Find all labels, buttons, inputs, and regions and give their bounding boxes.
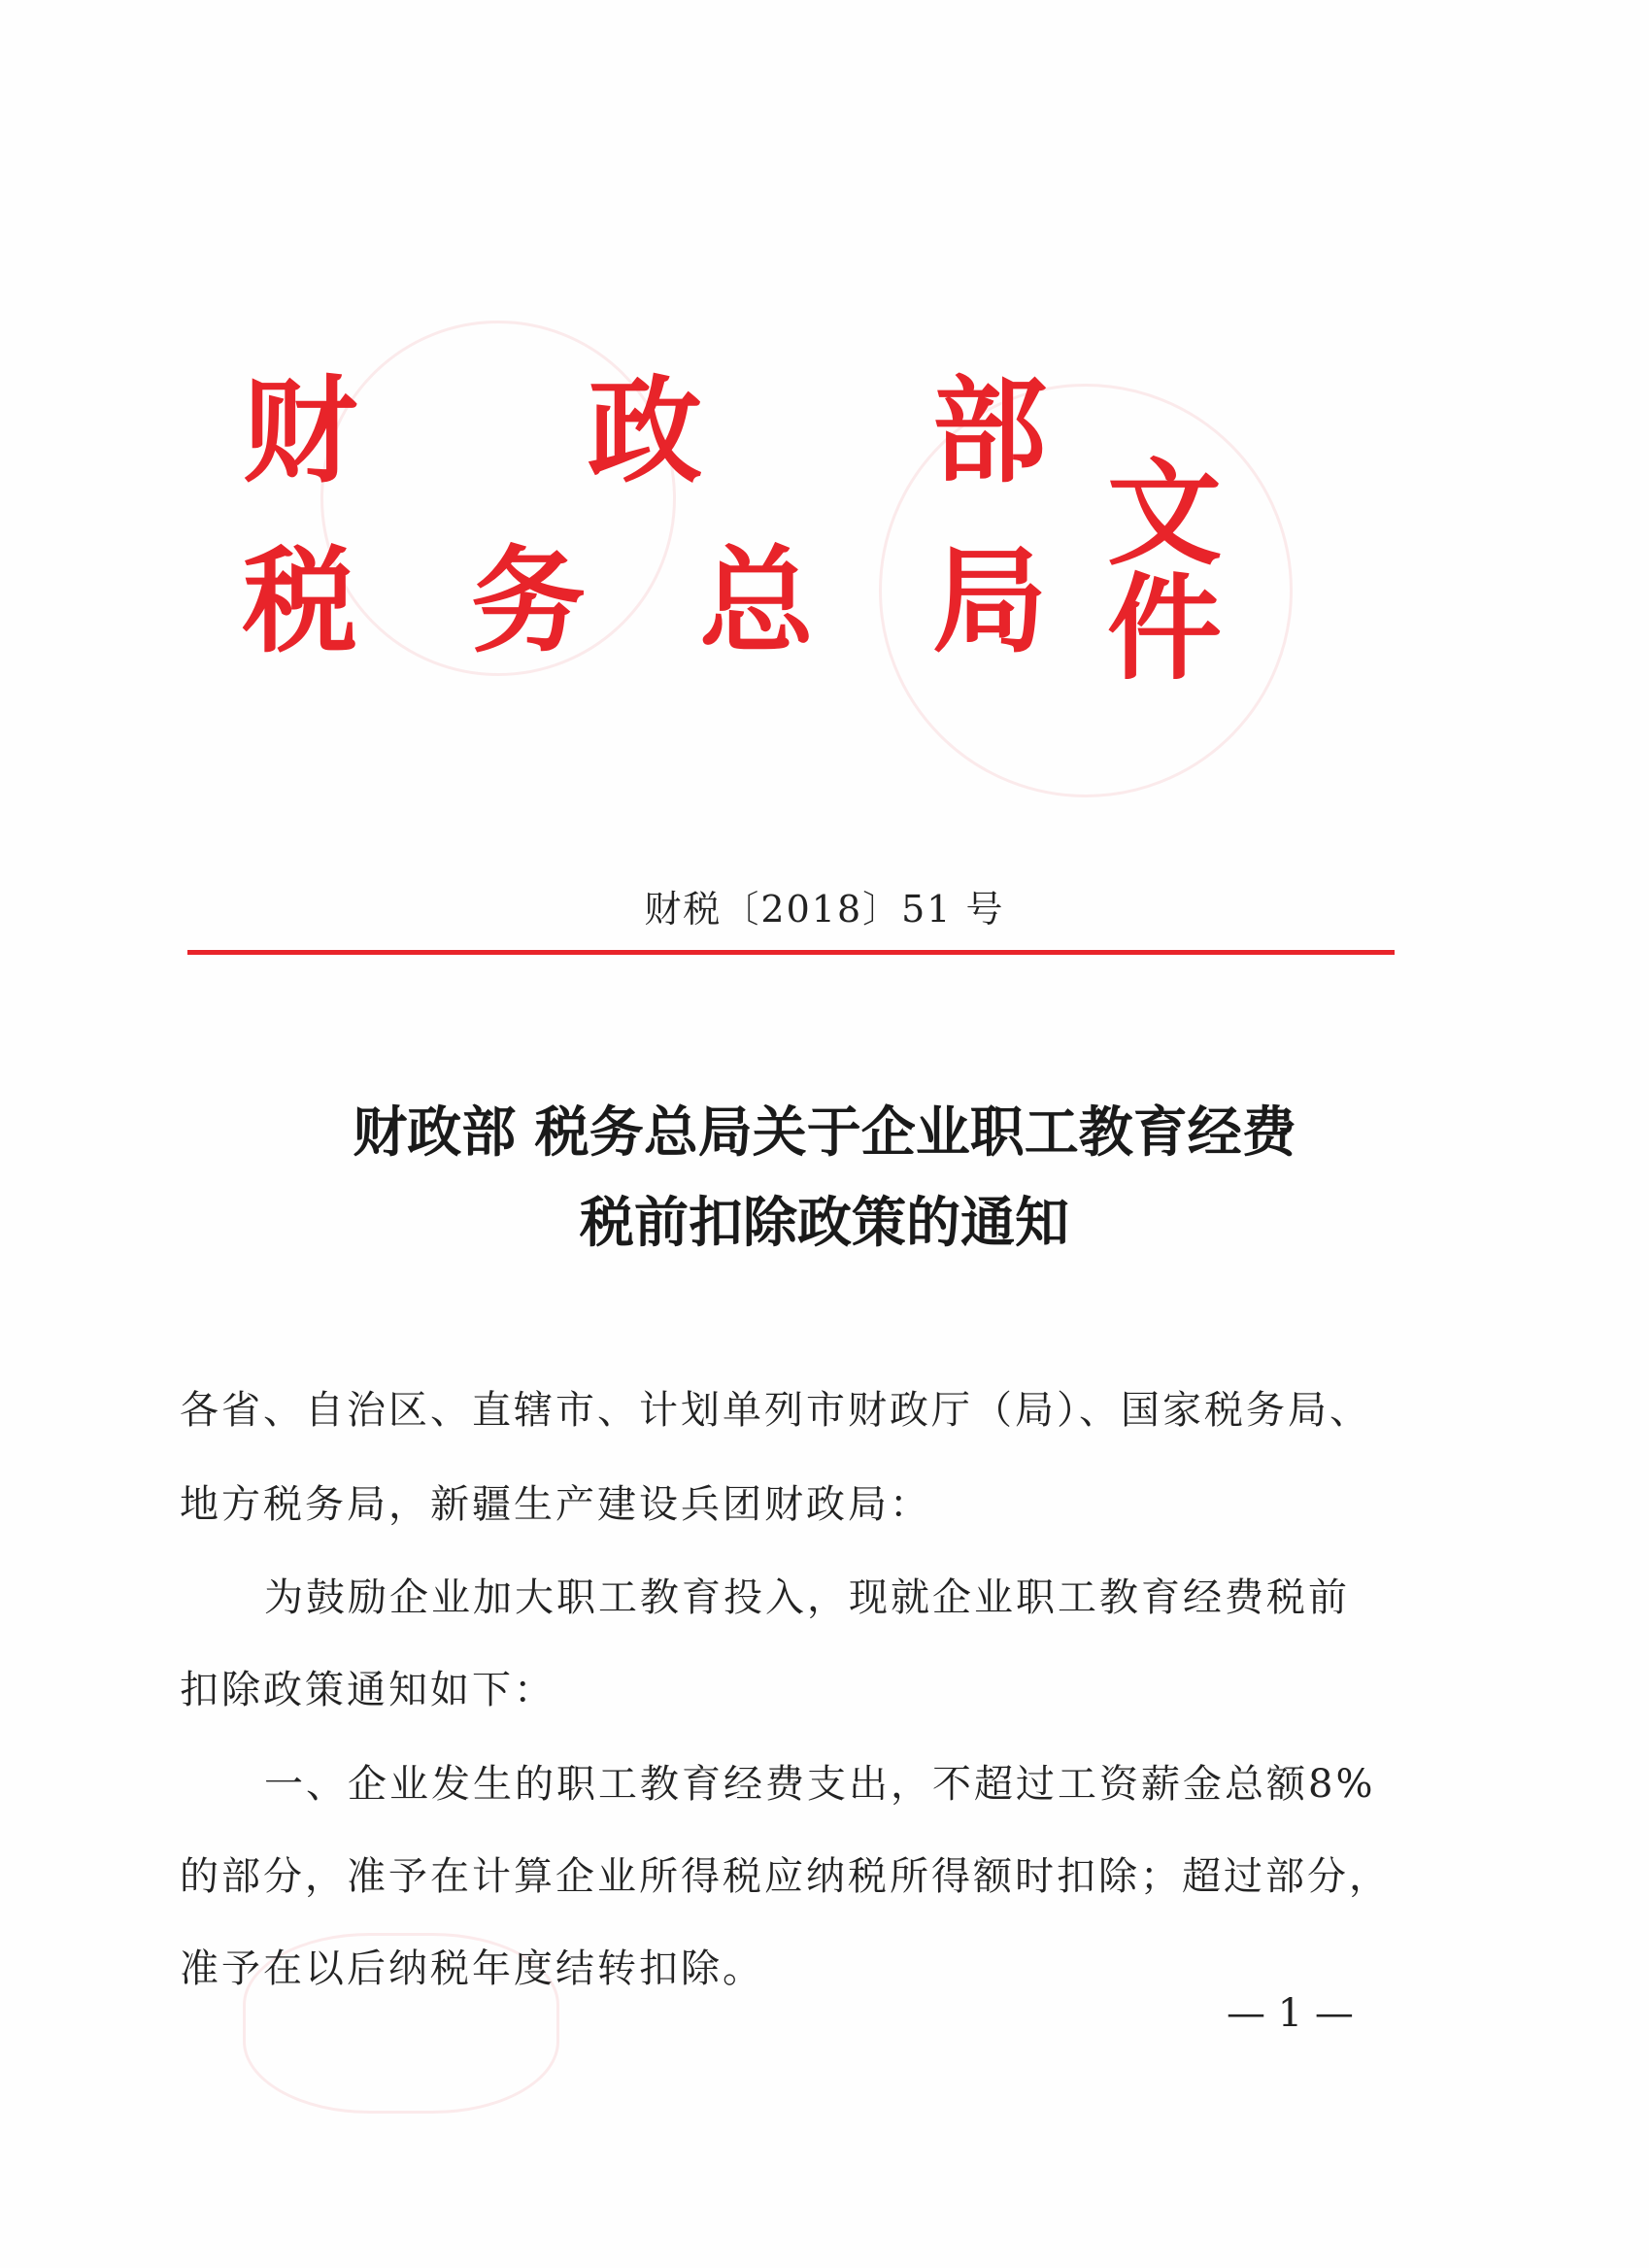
paragraph-1-line-2: 扣除政策通知如下： [180,1668,555,1712]
header-char-cai: 财 [243,363,358,498]
page-number: — 1 — [1227,1991,1354,2036]
header-char-zheng: 政 [588,363,703,498]
document-title-line-1: 财政部 税务总局关于企业职工教育经费 [353,1100,1296,1165]
header-char-zong: 总 [699,533,815,668]
header-char-shui: 税 [243,533,358,668]
document-number: 财税〔2018〕51 号 [644,888,1005,931]
paragraph-2-line-2: 的部分，准予在计算企业所得税应纳税所得额时扣除；超过部分， [180,1854,1391,1899]
addressee-line-2: 地方税务局，新疆生产建设兵团财政局： [180,1482,931,1527]
header-char-ju: 局 [932,533,1048,668]
header-char-bu: 部 [932,363,1048,498]
header-char-wu: 务 [471,533,587,668]
paragraph-2-line-1: 一、企业发生的职工教育经费支出，不超过工资薪金总额8% [264,1762,1376,1807]
addressee-line-1: 各省、自治区、直辖市、计划单列市财政厅（局）、国家税务局、 [180,1388,1371,1433]
header-suffix-wenjian: 文件 [1107,446,1223,695]
red-separator-line [187,950,1395,955]
document-title-line-2: 税前扣除政策的通知 [580,1191,1069,1255]
paragraph-1-line-1: 为鼓励企业加大职工教育投入，现就企业职工教育经费税前 [264,1575,1350,1620]
paragraph-2-line-3: 准予在以后纳税年度结转扣除。 [180,1946,764,1991]
